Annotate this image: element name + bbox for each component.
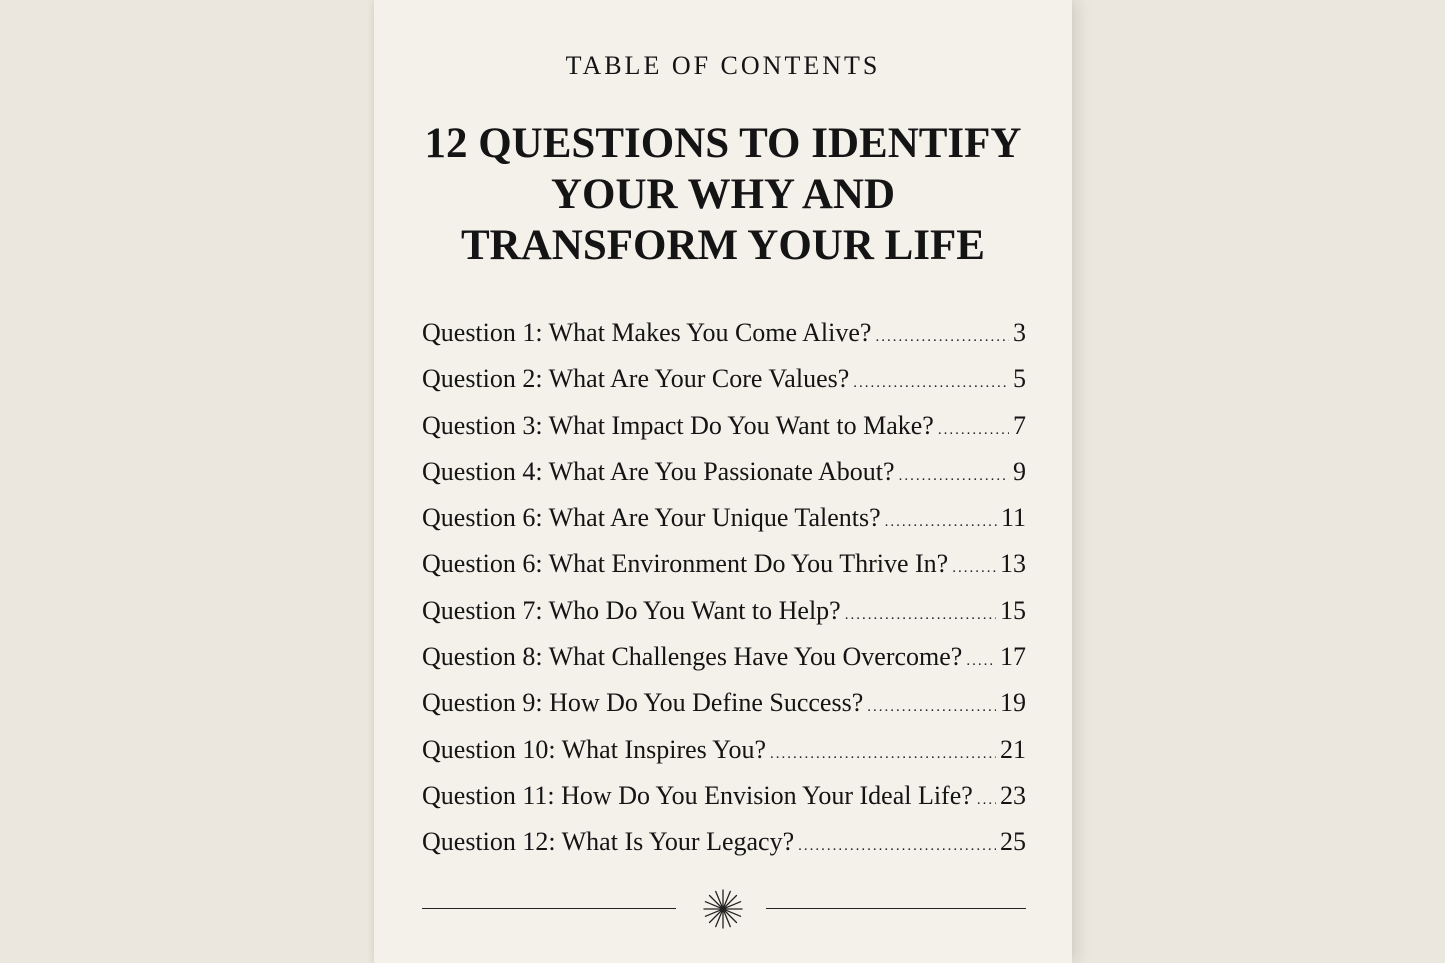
dot-leader bbox=[845, 592, 996, 638]
toc-entry-8[interactable] bbox=[422, 634, 1026, 680]
footer-ornament bbox=[422, 888, 1026, 930]
dot-leader bbox=[899, 453, 1009, 499]
dot-leader bbox=[977, 777, 996, 823]
starburst-icon bbox=[702, 888, 744, 930]
toc-entry-page: 15 bbox=[1000, 595, 1026, 625]
toc-entry-page: 23 bbox=[1000, 780, 1026, 810]
toc-entry-text: Question 2: What Are Your Core Values? bbox=[422, 364, 850, 394]
toc-entry-text: Question 9: How Do You Define Success? bbox=[422, 688, 864, 718]
toc-entry-page: 11 bbox=[1000, 503, 1026, 533]
dot-leader bbox=[938, 407, 1009, 453]
dot-leader bbox=[952, 545, 996, 591]
toc-entry-text: Question 4: What Are You Passionate About? bbox=[422, 456, 895, 486]
dot-leader bbox=[770, 731, 996, 777]
toc-entry-page: 3 bbox=[1013, 318, 1026, 347]
toc-entry-7[interactable] bbox=[422, 588, 1026, 634]
toc-entry-page: 7 bbox=[1013, 410, 1026, 440]
toc-entry-text: Question 1: What Makes You Come Alive? bbox=[422, 318, 872, 347]
toc-entry-page: 17 bbox=[1000, 642, 1026, 672]
toc-entry-5[interactable] bbox=[422, 495, 1026, 541]
toc-entry-12[interactable] bbox=[422, 819, 1026, 865]
dot-leader bbox=[853, 360, 1009, 406]
toc-list bbox=[422, 310, 1026, 866]
divider-left bbox=[422, 908, 676, 909]
toc-entry-page: 5 bbox=[1013, 364, 1026, 394]
title-line-2: YOUR WHY AND bbox=[550, 171, 896, 218]
toc-entry-text: Question 10: What Inspires You? bbox=[422, 734, 767, 764]
dot-leader bbox=[798, 823, 996, 869]
toc-entry-page: 25 bbox=[1000, 827, 1026, 857]
toc-entry-10[interactable] bbox=[422, 727, 1026, 773]
toc-entry-page: 19 bbox=[1000, 688, 1026, 718]
dot-leader bbox=[966, 638, 996, 684]
toc-entry-page: 9 bbox=[1013, 456, 1026, 486]
toc-entry-page: 13 bbox=[1000, 549, 1026, 579]
toc-entry-text: Question 3: What Impact Do You Want to Make? bbox=[422, 410, 934, 440]
toc-entry-text: Question 8: What Challenges Have You Overcome? bbox=[422, 642, 963, 672]
title-line-1: 12 QUESTIONS TO IDENTIFY bbox=[424, 120, 1022, 167]
toc-entry-11[interactable] bbox=[422, 773, 1026, 819]
divider-right bbox=[766, 908, 1026, 909]
dot-leader bbox=[885, 499, 997, 545]
document-page bbox=[374, 0, 1072, 963]
title-line-3: TRANSFORM YOUR LIFE bbox=[461, 222, 985, 269]
toc-entry-text: Question 12: What Is Your Legacy? bbox=[422, 827, 795, 857]
book-title bbox=[394, 118, 1052, 271]
dot-leader bbox=[867, 684, 996, 730]
toc-entry-page: 21 bbox=[1000, 734, 1026, 764]
toc-entry-text: Question 6: What Are Your Unique Talents? bbox=[422, 503, 881, 533]
toc-entry-text: Question 11: How Do You Envision Your Ideal Life? bbox=[422, 780, 973, 810]
toc-heading: TABLE OF CONTENTS bbox=[565, 51, 881, 80]
toc-entry-3[interactable] bbox=[422, 403, 1026, 449]
toc-entry-6[interactable] bbox=[422, 541, 1026, 587]
toc-entry-1[interactable] bbox=[422, 310, 1026, 356]
dot-leader bbox=[875, 314, 1009, 360]
toc-entry-2[interactable] bbox=[422, 356, 1026, 402]
toc-entry-9[interactable] bbox=[422, 680, 1026, 726]
toc-entry-text: Question 6: What Environment Do You Thrive In? bbox=[422, 549, 949, 579]
toc-entry-text: Question 7: Who Do You Want to Help? bbox=[422, 595, 841, 625]
toc-entry-4[interactable] bbox=[422, 449, 1026, 495]
